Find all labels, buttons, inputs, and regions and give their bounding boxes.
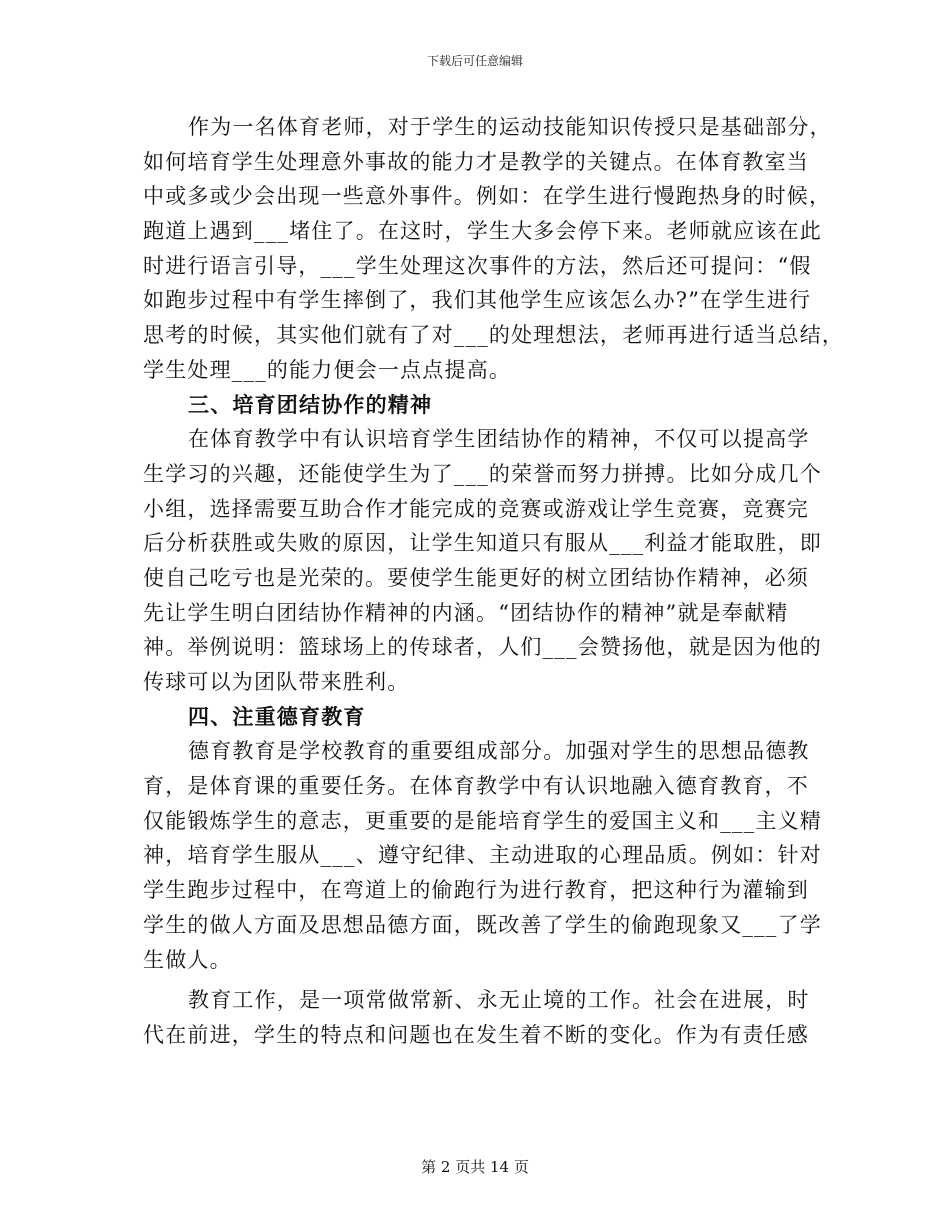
paragraph-line: 使自己吃亏也是光荣的。要使学生能更好的树立团结协作精神，必须 (143, 565, 809, 590)
paragraph-line: 神，培育学生服从___、遵守纪律、主动进取的心理品质。例如：针对 (143, 843, 822, 868)
paragraph-line: 代在前进，学生的特点和问题也在发生着不断的变化。作为有责任感 (143, 1022, 809, 1047)
paragraph-line: 如何培育学生处理意外事故的能力才是教学的关键点。在体育教室当 (143, 149, 809, 174)
paragraph-line: 时进行语言引导，___学生处理这次事件的方法，然后还可提问：“假 (143, 253, 812, 278)
paragraph-line: 学生跑步过程中，在弯道上的偷跑行为进行教育，把这种行为灌输到 (143, 878, 809, 903)
section-heading: 四、注重德育教育 (188, 703, 366, 729)
paragraph-line: 如跑步过程中有学生摔倒了，我们其他学生应该怎么办?”在学生进行 (143, 288, 812, 313)
paragraph-line: 教育工作，是一项常做常新、永无止境的工作。社会在进展，时 (188, 988, 810, 1013)
paragraph-line: 中或多或少会出现一些意外事件。例如：在学生进行慢跑热身的时候， (143, 184, 832, 209)
page-footer: 第 2 页共 14 页 (421, 1158, 529, 1176)
paragraph-line: 学生的做人方面及思想品德方面，既改善了学生的偷跑现象又___了学 (143, 912, 822, 937)
paragraph-line: 在体育教学中有认识培育学生团结协作的精神，不仅可以提高学 (188, 427, 810, 452)
paragraph-line: 生学习的兴趣，还能使学生为了___的荣誉而努力拼搏。比如分成几个 (143, 461, 822, 486)
paragraph-line: 小组，选择需要互助合作才能完成的竞赛或游戏让学生竞赛，竞赛完 (143, 496, 809, 521)
paragraph-line: 育，是体育课的重要任务。在体育教学中有认识地融入德育教育，不 (143, 774, 809, 799)
paragraph-line: 后分析获胜或失败的原因，让学生知道只有服从___利益才能取胜，即 (143, 531, 822, 556)
paragraph-line: 神。举例说明：篮球场上的传球者，人们___会赞扬他，就是因为他的 (143, 635, 822, 660)
paragraph-line: 生做人。 (143, 947, 232, 972)
paragraph-line: 德育教育是学校教育的重要组成部分。加强对学生的思想品德教 (188, 739, 810, 764)
paragraph-line: 跑道上遇到___堵住了。在这时，学生大多会停下来。老师就应该在此 (143, 219, 822, 244)
paragraph-line: 思考的时候，其实他们就有了对___的处理想法，老师再进行适当总结， (143, 323, 845, 348)
document-body (143, 110, 845, 1053)
section-heading: 三、培育团结协作的精神 (188, 391, 433, 417)
paragraph-line: 先让学生明白团结协作精神的内涵。“团结协作的精神”就是奉献精 (143, 600, 789, 625)
paragraph-line: 仅能锻炼学生的意志，更重要的是能培育学生的爱国主义和___主义精 (143, 808, 822, 833)
paragraph-line: 传球可以为团队带来胜利。 (143, 670, 410, 694)
paragraph-line: 学生处理___的能力便会一点点提高。 (143, 357, 512, 382)
paragraph-line: 作为一名体育老师，对于学生的运动技能知识传授只是基础部分， (188, 115, 832, 139)
page-header: 下载后可任意编辑 (426, 54, 523, 68)
